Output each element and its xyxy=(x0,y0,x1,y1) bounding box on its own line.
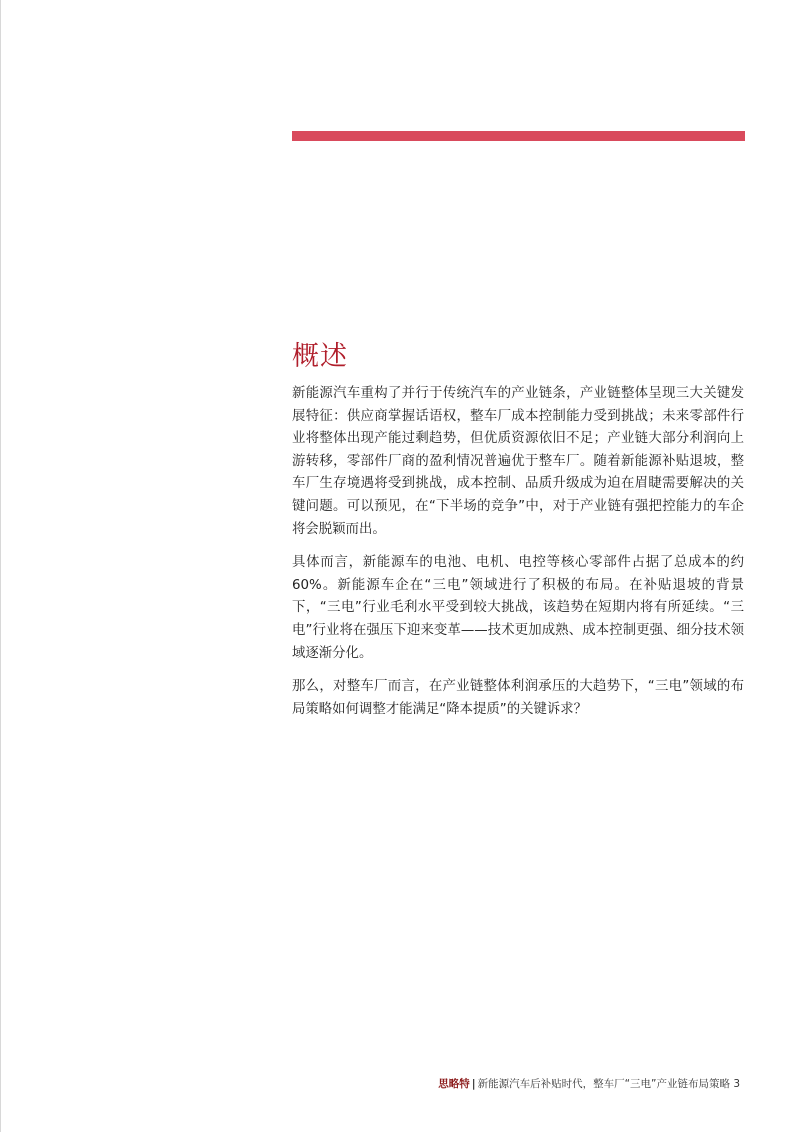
body-text xyxy=(292,383,744,732)
footer-brand: 思略特 xyxy=(438,1078,470,1090)
page-edge-line xyxy=(0,0,1,1132)
paragraph-3: 那么，对整车厂而言，在产业链整体利润承压的大趋势下，“三电”领域的布局策略如何调整才能满足“降本提质”的关键诉求？ xyxy=(292,679,744,717)
footer-report-title: 新能源汽车后补贴时代，整车厂“三电”产业链布局策略 xyxy=(477,1078,730,1090)
accent-bar xyxy=(292,131,745,141)
footer-separator: | xyxy=(471,1078,476,1090)
section-title: 概述 xyxy=(292,341,348,372)
page-footer xyxy=(438,1077,740,1091)
paragraph-2: 具体而言，新能源车的电池、电机、电控等核心零部件占据了总成本的约60%。新能源车企在“三电”领域进行了积极的布局。在补贴退坡的背景下，“三电”行业毛利水平受到较大挑战，该趋势在短期内将有所延续。“三电”行业将在强压下迎来变革——技术更加成熟、成本控制更强、细分技术领域逐渐分化。 xyxy=(292,555,744,661)
page-number: 3 xyxy=(733,1078,740,1090)
paragraph-1: 新能源汽车重构了并行于传统汽车的产业链条，产业链整体呈现三大关键发展特征：供应商掌握话语权，整车厂成本控制能力受到挑战；未来零部件行业将整体出现产能过剩趋势，但优质资源依旧不足；产业链大部分利润向上游转移，零部件厂商的盈利情况普遍优于整车厂。随着新能源补贴退坡，整车厂生存境遇将受到挑战，成本控制、品质升级成为迫在眉睫需要解决的关键问题。可以预见，在“下半场的竞争”中，对于产业链有强把控能力的车企将会脱颖而出。 xyxy=(292,386,744,537)
